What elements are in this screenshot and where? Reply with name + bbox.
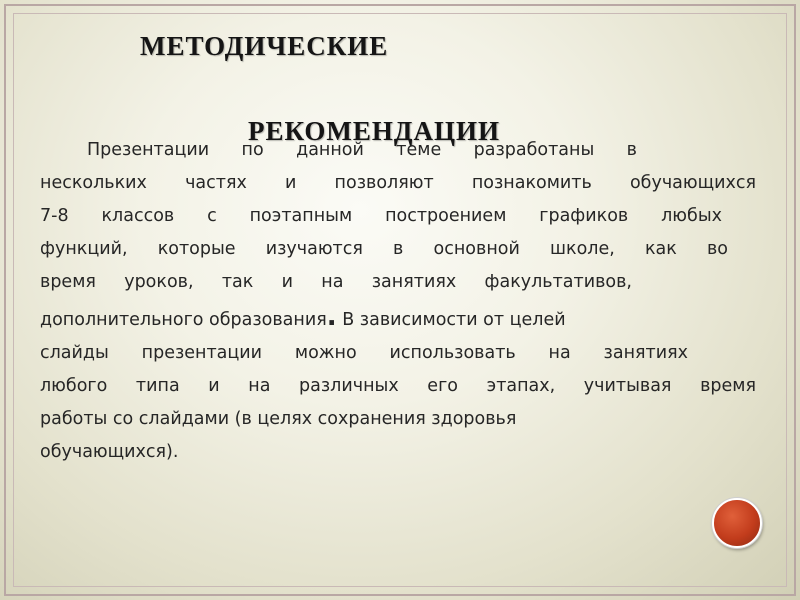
- slide-body-text: [40, 134, 756, 469]
- decorative-circle-icon: [712, 498, 762, 548]
- body-line-6-continuation: В зависимости от целей: [336, 310, 566, 330]
- body-line-6-text: дополнительного образования: [40, 310, 327, 330]
- body-line-6: [40, 304, 756, 337]
- body-line-6-period: .: [326, 302, 337, 332]
- body-line-1: Презентации по данной теме разработаны в: [87, 140, 637, 160]
- body-line-8: любого типа и на различных его этапах, учитывая время: [40, 376, 756, 396]
- slide-title-line-1: МЕТОДИЧЕСКИЕ: [140, 31, 389, 61]
- body-line-9: работы со слайдами (в целях сохранения здоровья: [40, 409, 517, 429]
- body-line-4: функций, которые изучаются в основной школе, как во: [40, 239, 728, 259]
- body-line-10: обучающихся).: [40, 442, 179, 462]
- body-line-3: 7-8 классов с поэтапным построением графиков любых: [40, 206, 722, 226]
- slide-title-line-2: РЕКОМЕНДАЦИИ: [248, 116, 500, 146]
- body-line-7: слайды презентации можно использовать на занятиях: [40, 343, 688, 363]
- body-line-2: нескольких частях и позволяют познакомить обучающихся: [40, 173, 756, 193]
- body-line-5: время уроков, так и на занятиях факультативов,: [40, 272, 632, 292]
